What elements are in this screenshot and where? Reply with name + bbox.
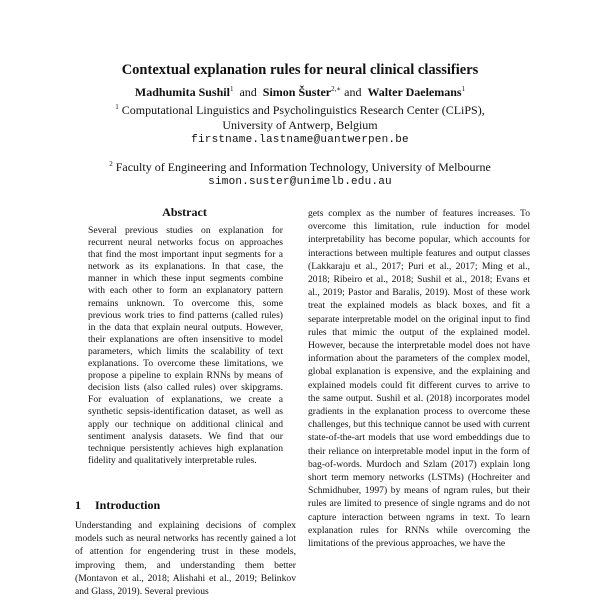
affiliation-line: University of Antwerp, Belgium bbox=[222, 118, 378, 132]
abstract-text bbox=[88, 225, 283, 467]
author-name: Walter Daelemans bbox=[367, 85, 462, 99]
email: firstname.lastname@uantwerpen.be bbox=[191, 134, 409, 146]
author-affiliation-mark: 1 bbox=[229, 85, 234, 93]
body-text-right bbox=[308, 207, 530, 550]
author-connector: and bbox=[239, 85, 257, 99]
section-heading bbox=[75, 498, 160, 513]
author-list bbox=[0, 85, 600, 100]
affiliation-line: Computational Linguistics and Psycholinguistics Research Center (CLiPS), bbox=[121, 103, 485, 117]
paper-title: Contextual explanation rules for neural clinical classifiers bbox=[121, 62, 479, 78]
affiliation-line: Faculty of Engineering and Information Technology, University of Melbourne bbox=[115, 160, 491, 174]
abstract-heading: Abstract bbox=[162, 205, 207, 219]
section-number: 1 bbox=[75, 498, 81, 512]
author-affiliation-mark: 2,∗ bbox=[331, 85, 342, 93]
abstract-paragraph: Several previous studies on explanation for recurrent neural networks focus on approaches that find the most important input segments for a network as its explanations. In that case, the manner in which these input segments combine with each other to form an explanatory pattern remains unknown. To overcome this, some previous work tries to find patterns (called rules) in the data that explain neural outputs. However, their explanations are often insensitive to model parameters, which limits the scalability of text explanations. To overcome these limitations, we propose a pipeline to explain RNNs by means of decision lists (also called rules) over skipgrams. For evaluation of explanations, we create a synthetic sepsis-identification dataset, as well as apply our technique on additional clinical and sentiment analysis datasets. We find that our technique persistently achieves high explanation fidelity and qualitatively interpretable rules. bbox=[88, 225, 283, 466]
body-text-left bbox=[75, 519, 296, 598]
body-paragraph: gets complex as the number of features increases. To overcome this limitation, rule induction for model interpretability has become popular, which accounts for interactions between multiple features and output classes (Lakkaraju et al., 2017; Puri et al., 2017; Ming et al., 2018; Ribeiro et al., 2018; Sushil et al., 2018; Evans et al., 2019; Pastor and Baralis, 2019). Most of these work treat the explained models as black boxes, and fit a separate interpretable model on the original input to find rules that mimic the output of the explained model. However, because the interpretable model does not have information about the parameters of the complex model, global explanation is expensive, and the explaining and explained models could fit different curves to arrive to the same output. Sushil et al. (2018) incorporates model gradients in the explanation process to overcome these challenges, but this technique cannot be used with current state-of-the-art models that use word embeddings due to their reliance on interpretable model input in the form of bag-of-words. Murdoch and Szlam (2017) explain long short term memory networks (LSTMs) (Hochreiter and Schmidhuber, 1997) by means of ngram rules, but their rules are limited to presence of single ngrams and do not capture interaction between ngrams in text. To learn explanation rules for RNNs while overcoming the limitations of the previous approaches, we have the bbox=[308, 208, 530, 550]
body-paragraph: Understanding and explaining decisions of complex models such as neural networks has recently gained a lot of attention for engendering trust in these models, improving them, and understanding them better (Montavon et al., 2018; Alishahi et al., 2019; Belinkov and Glass, 2019). Several previous bbox=[75, 520, 296, 598]
author-connector: and bbox=[344, 85, 362, 99]
affiliation-mark: 2 bbox=[109, 160, 113, 168]
affiliation-mark: 1 bbox=[115, 103, 119, 111]
section-title: Introduction bbox=[95, 498, 161, 512]
author-name: Simon Šuster bbox=[262, 85, 332, 99]
author-affiliation-mark: 1 bbox=[461, 85, 466, 93]
email: simon.suster@unimelb.edu.au bbox=[208, 176, 392, 188]
author-name: Madhumita Sushil bbox=[134, 85, 230, 99]
affiliation-1 bbox=[0, 100, 600, 148]
affiliation-2 bbox=[0, 157, 600, 190]
